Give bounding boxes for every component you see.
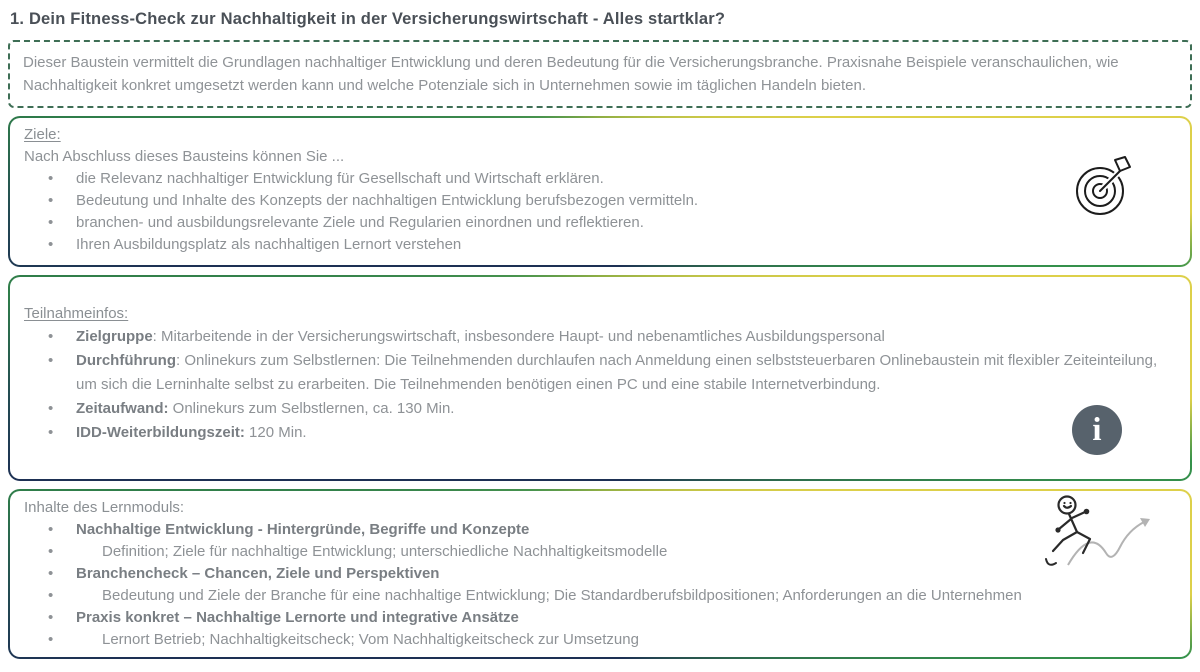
participation-heading: Teilnahmeinfos: — [24, 305, 129, 322]
item-label: Durchführung — [76, 352, 176, 369]
contents-heading: Inhalte des Lernmoduls: — [24, 499, 185, 516]
contents-box — [8, 489, 1192, 659]
module-description: • Lernort Betrieb; Nachhaltigkeitscheck; Vom Nachhaltigkeitscheck zur Umsetzung — [102, 631, 639, 648]
info-icon — [1072, 405, 1122, 455]
list-item: • branchen- und ausbildungsrelevante Ziele und Regularien einordnen und reflektieren. — [24, 212, 1176, 234]
intro-text: Dieser Baustein vermittelt die Grundlagen nachhaltiger Entwicklung und deren Bedeutung für die Versicherungsbranche. Praxisnahe Beispiele veranschaulichen, wie Nachhaltigkeit konkret umgesetzt werden kann und welche Potenziale sich in Unternehmen sowie im täglichen Handeln bieten. — [23, 54, 1119, 94]
item-text: : Mitarbeitende in der Versicherungswirtschaft, insbesondere Haupt- und nebenamtliches Ausbildungspersonal — [152, 328, 885, 345]
module-description-row — [24, 585, 1176, 607]
list-item — [24, 325, 1176, 349]
list-item — [24, 349, 1176, 397]
list-item — [24, 519, 1176, 541]
list-item — [24, 421, 1176, 445]
module-title: • Nachhaltige Entwicklung - Hintergründe, Begriffe und Konzepte — [76, 521, 530, 538]
participation-box — [8, 275, 1192, 481]
item-text: : Onlinekurs zum Selbstlernen: Die Teilnehmenden durchlaufen nach Anmeldung einen selbststeuerbaren Onlinebaustein mit flexibler Zeiteinteilung, um sich die Lerninhalte selbst zu erarbeiten. Die Teilnehmenden benötigen einen PC und eine stabile Internetverbindung. — [76, 352, 1158, 393]
goals-heading: Ziele: — [24, 126, 61, 143]
participation-list — [24, 325, 1176, 448]
item-label: Zeitaufwand: — [76, 400, 169, 417]
module-title: • Branchencheck – Chancen, Ziele und Perspektiven — [76, 565, 440, 582]
goals-list — [24, 168, 1176, 256]
module-description-row — [24, 629, 1176, 651]
target-icon — [1072, 154, 1134, 225]
goals-box-content — [10, 118, 1190, 265]
contents-list — [24, 519, 1176, 651]
intro-summary-box — [8, 40, 1192, 108]
module-description: • Definition; Ziele für nachhaltige Entwicklung; unterschiedliche Nachhaltigkeitsmodelle — [102, 543, 668, 560]
module-title: • Praxis konkret – Nachhaltige Lernorte und integrative Ansätze — [76, 609, 519, 626]
list-item: • die Relevanz nachhaltiger Entwicklung für Gesellschaft und Wirtschaft erklären. — [24, 168, 1176, 190]
item-label: Zielgruppe — [76, 328, 153, 345]
module-description: • Bedeutung und Ziele der Branche für eine nachhaltige Entwicklung; Die Standardberufsbildpositionen; Anforderungen an die Unternehmen — [102, 587, 1022, 604]
info-icon-glyph: i — [1092, 411, 1102, 448]
page-title: 1. Dein Fitness-Check zur Nachhaltigkeit in der Versicherungswirtschaft - Alles startklar? — [10, 10, 726, 28]
runner-icon — [1034, 491, 1166, 578]
item-text: Onlinekurs zum Selbstlernen, ca. 130 Min. — [168, 400, 455, 417]
list-item — [24, 563, 1176, 585]
list-item — [24, 607, 1176, 629]
list-item — [24, 397, 1176, 421]
participation-box-content — [10, 277, 1190, 479]
item-text: 120 Min. — [244, 424, 307, 441]
item-label: IDD-Weiterbildungszeit: — [76, 424, 245, 441]
list-item: • Ihren Ausbildungsplatz als nachhaltigen Lernort verstehen — [24, 234, 1176, 256]
list-item: • Bedeutung und Inhalte des Konzepts der nachhaltigen Entwicklung berufsbezogen vermitteln. — [24, 190, 1176, 212]
goals-lead: Nach Abschluss dieses Bausteins können Sie ... — [24, 148, 345, 165]
contents-box-content — [10, 491, 1190, 657]
module-description-row — [24, 541, 1176, 563]
goals-box — [8, 116, 1192, 267]
